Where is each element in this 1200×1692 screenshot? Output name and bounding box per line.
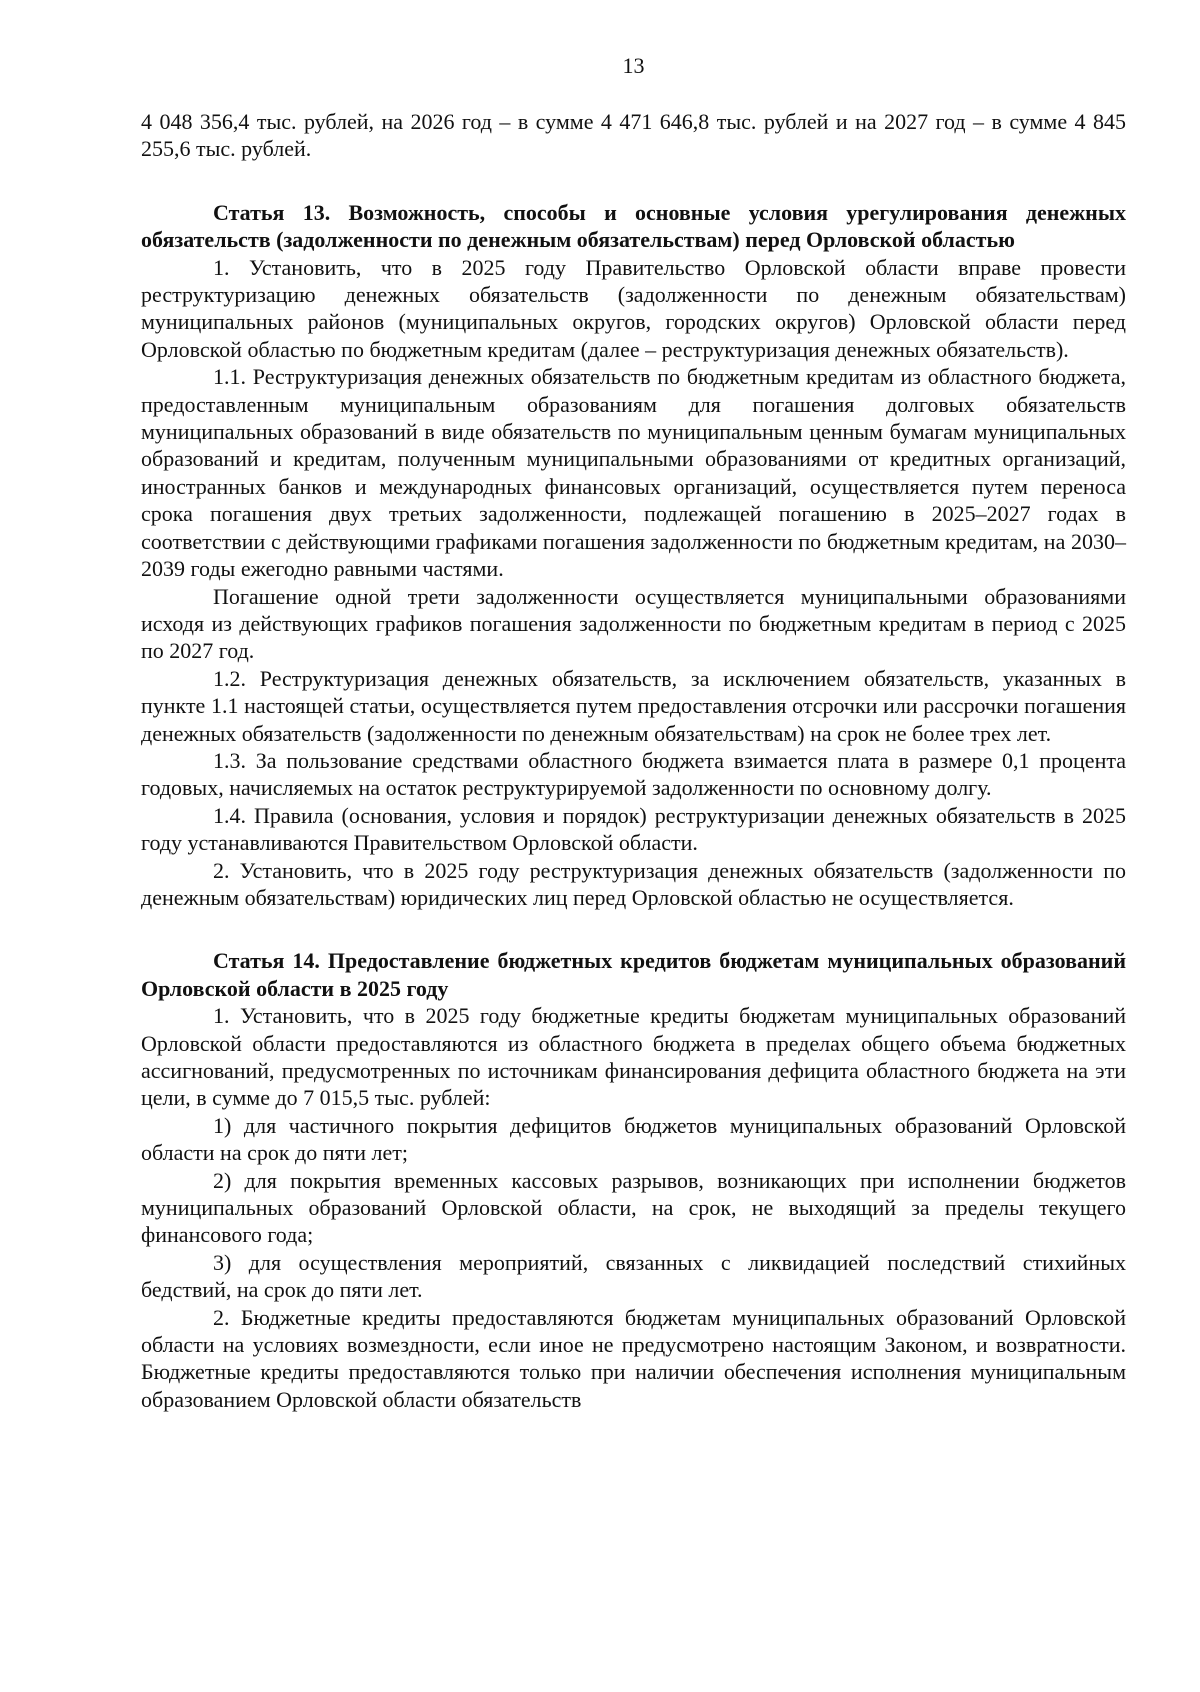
- page-number: 13: [622, 53, 645, 78]
- article-14-item-3: 3) для осуществления мероприятий, связанных с ликвидацией последствий стихийных бедствий, на срок до пяти лет.: [141, 1249, 1126, 1303]
- article-14: [141, 947, 1126, 1413]
- article-13-paragraph-1-2: 1.2. Реструктуризация денежных обязательств, за исключением обязательств, указанных в пункте 1.1 настоящей статьи, осуществляется путем предоставления отсрочки или рассрочки погашения денежных обязательств (задолженности по денежным обязательствам) на срок не более трех лет.: [141, 665, 1126, 746]
- intro-paragraph: 4 048 356,4 тыс. рублей, на 2026 год – в сумме 4 471 646,8 тыс. рублей и на 2027 год – в сумме 4 845 255,6 тыс. рублей.: [141, 109, 1126, 162]
- article-13-title: Статья 13. Возможность, способы и основные условия урегулирования денежных обязательств (задолженности по денежным обязательствам) перед Орловской областью: [141, 199, 1126, 253]
- article-13: [141, 199, 1126, 912]
- article-14-item-2: 2) для покрытия временных кассовых разрывов, возникающих при исполнении бюджетов муниципальных образований Орловской области, на срок, не выходящий за пределы текущего финансового года;: [141, 1167, 1126, 1248]
- article-13-paragraph-1-1-b: Погашение одной трети задолженности осуществляется муниципальными образованиями исходя из действующих графиков погашения задолженности по бюджетным кредитам в период с 2025 по 2027 год.: [141, 583, 1126, 664]
- article-13-paragraph-1-3: 1.3. За пользование средствами областного бюджета взимается плата в размере 0,1 процента годовых, начисляемых на остаток реструктурируемой задолженности по основному долгу.: [141, 747, 1126, 801]
- article-13-paragraph-1: 1. Установить, что в 2025 году Правительство Орловской области вправе провести реструктуризацию денежных обязательств (задолженности по денежным обязательствам) муниципальных районов (муниципальных округов, городских округов) Орловской области перед Орловской областью по бюджетным кредитам (далее – реструктуризация денежных обязательств).: [141, 254, 1126, 362]
- article-14-title: Статья 14. Предоставление бюджетных кредитов бюджетам муниципальных образований Орловской области в 2025 году: [141, 948, 1126, 1001]
- article-14-paragraph-2: 2. Бюджетные кредиты предоставляются бюджетам муниципальных образований Орловской области на условиях возмездности, если иное не предусмотрено настоящим Законом, и возвратности. Бюджетные кредиты предоставляются только при наличии обеспечения исполнения муниципальным образованием Орловской области обязательств: [141, 1304, 1126, 1412]
- spacer: [141, 163, 1126, 199]
- article-13-paragraph-1-1: 1.1. Реструктуризация денежных обязательств по бюджетным кредитам из областного бюджета, предоставленным муниципальным образованиям для погашения долговых обязательств муниципальных образований в виде обязательств по муниципальным ценным бумагам муниципальных образований и кредитам, полученным муниципальными образованиями от кредитных организаций, иностранных банков и международных финансовых организаций, осуществляется путем переноса срока погашения двух третьих задолженности, подлежащей погашению в 2025–2027 годах в соответствии с действующими графиками погашения задолженности по бюджетным кредитам, на 2030–2039 годы ежегодно равными частями.: [141, 364, 1126, 582]
- article-13-paragraph-2: 2. Установить, что в 2025 году реструктуризация денежных обязательств (задолженности по денежным обязательствам) юридических лиц перед Орловской областью не осуществляется.: [141, 857, 1126, 910]
- article-14-paragraph-1: 1. Установить, что в 2025 году бюджетные кредиты бюджетам муниципальных образований Орловской области предоставляются из областного бюджета в пределах общего объема бюджетных ассигнований, предусмотренных по источникам финансирования дефицита областного бюджета на эти цели, в сумме до 7 015,5 тыс. рублей:: [141, 1003, 1126, 1111]
- document-body: [141, 108, 1126, 1413]
- spacer: [141, 911, 1126, 947]
- article-13-paragraph-1-4: 1.4. Правила (основания, условия и порядок) реструктуризации денежных обязательств в 2025 году устанавливаются Правительством Орловской области.: [141, 802, 1126, 856]
- article-14-item-1: 1) для частичного покрытия дефицитов бюджетов муниципальных образований Орловской области на срок до пяти лет;: [141, 1112, 1126, 1166]
